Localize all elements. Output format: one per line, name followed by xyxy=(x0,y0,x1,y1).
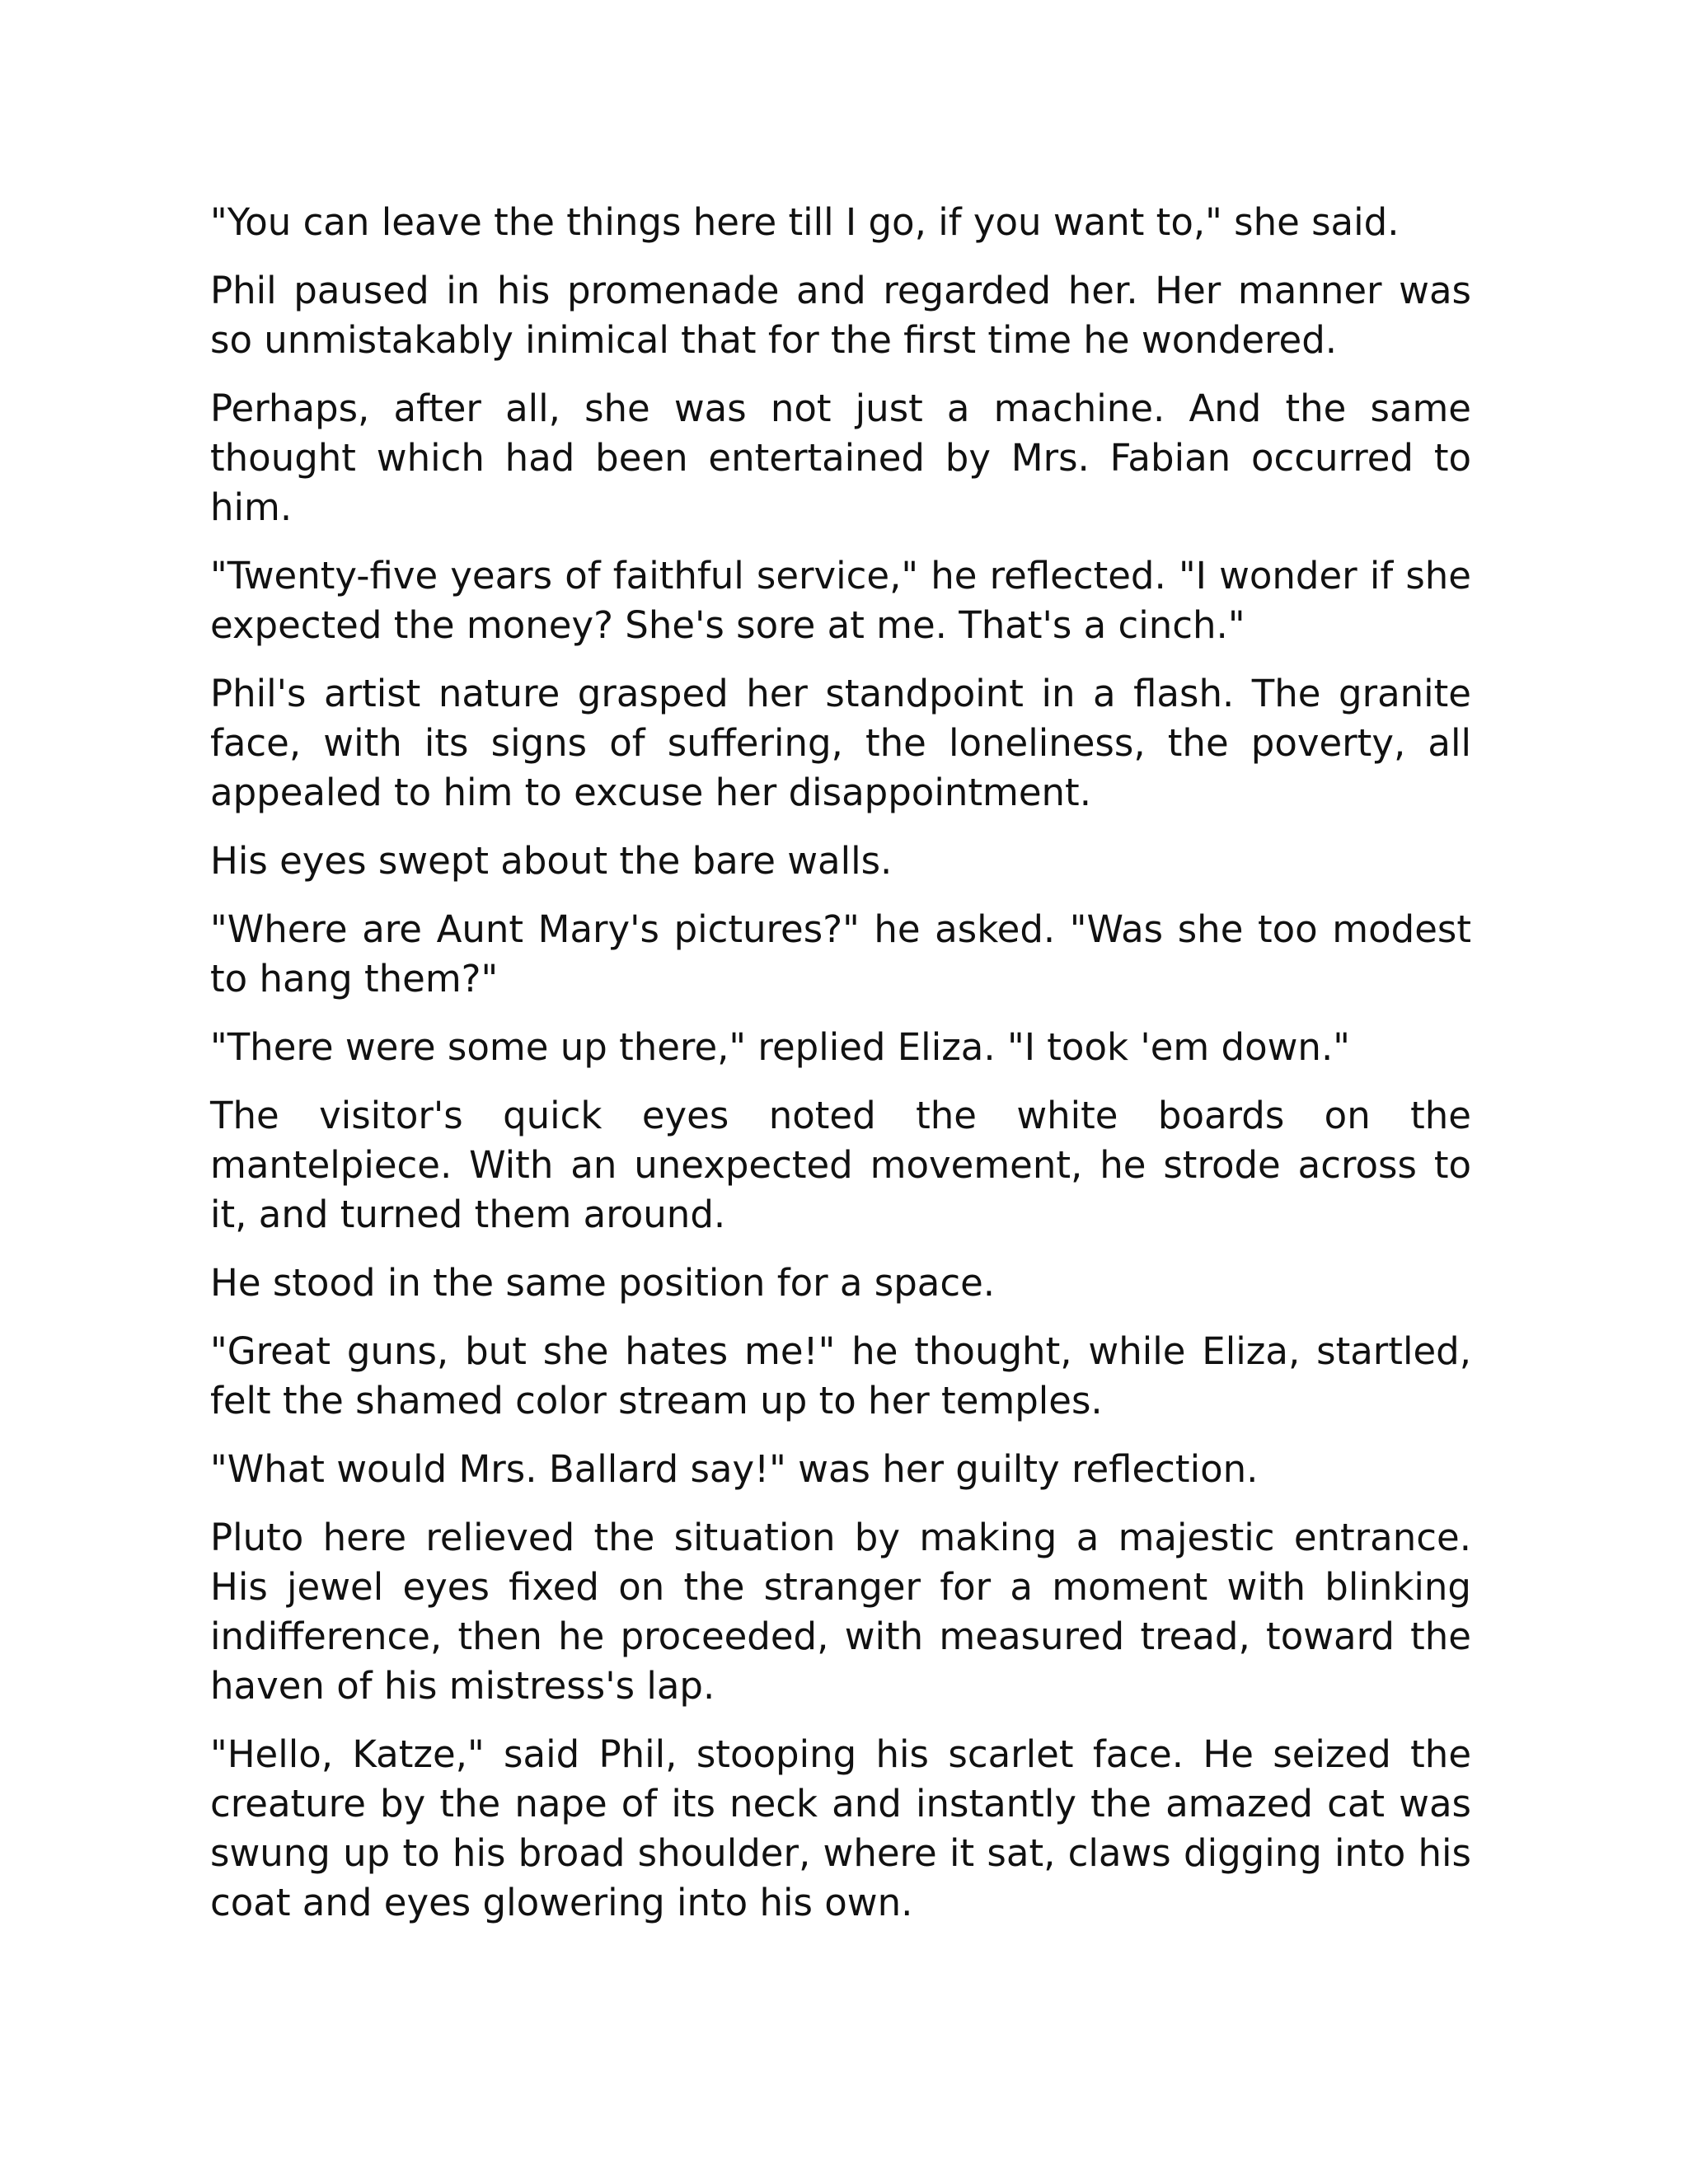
paragraph: "Where are Aunt Mary's pictures?" he asked. "Was she too modest to hang them?" xyxy=(210,907,1471,1001)
paragraph: His eyes swept about the bare walls. xyxy=(210,839,893,883)
paragraph: "Twenty-five years of faithful service," he reflected. "I wonder if she expected the money? She's sore at me. That's a cinch." xyxy=(210,554,1471,647)
paragraph: "You can leave the things here till I go, if you want to," she said. xyxy=(210,200,1400,244)
paragraph: Phil's artist nature grasped her standpoint in a flash. The granite face, with its signs of suffering, the loneliness, the poverty, all appealed to him to excuse her disappointment. xyxy=(210,672,1471,814)
paragraph: "Hello, Katze," said Phil, stooping his scarlet face. He seized the creature by the nape of its neck and instantly the amazed cat was swung up to his broad shoulder, where it sat, claws digging into his coat and eyes glowering into his own. xyxy=(210,1732,1471,1924)
paragraph: "Great guns, but she hates me!" he thought, while Eliza, startled, felt the shamed color stream up to her temples. xyxy=(210,1329,1471,1422)
paragraph: "What would Mrs. Ballard say!" was her guilty reflection. xyxy=(210,1447,1259,1491)
paragraph: He stood in the same position for a space. xyxy=(210,1261,996,1305)
paragraph: The visitor's quick eyes noted the white boards on the mantelpiece. With an unexpected movement, he strode across to it, and turned them around. xyxy=(210,1094,1471,1236)
paragraph: Perhaps, after all, she was not just a machine. And the same thought which had been entertained by Mrs. Fabian occurred to him. xyxy=(210,387,1471,529)
paragraph: Pluto here relieved the situation by making a majestic entrance. His jewel eyes fixed on the stranger for a moment with blinking indifference, then he proceeded, with measured tread, toward the haven of his mistress's lap. xyxy=(210,1516,1471,1708)
document-page xyxy=(210,198,1471,1947)
paragraph: Phil paused in his promenade and regarded her. Her manner was so unmistakably inimical that for the first time he wondered. xyxy=(210,269,1471,362)
paragraph: "There were some up there," replied Eliza. "I took 'em down." xyxy=(210,1025,1350,1069)
